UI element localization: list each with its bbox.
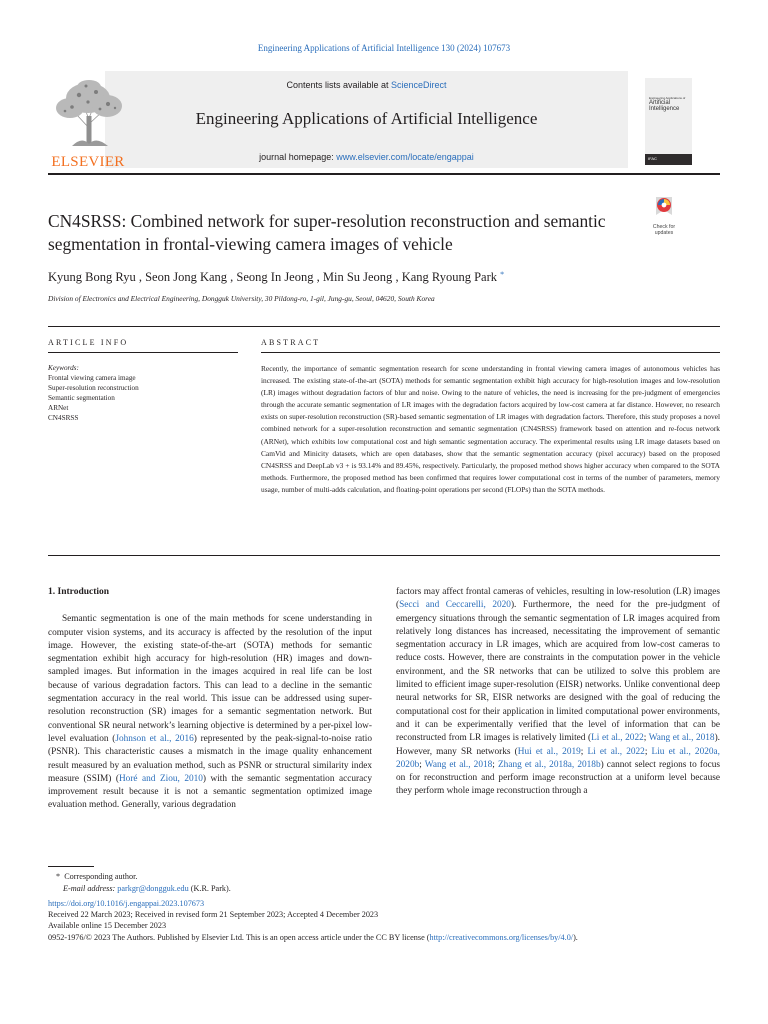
keywords-label: Keywords: [48,364,79,372]
citation-separator: ; [419,759,425,770]
body-text: ) with the semantic segmentation accuracy improvement result because it is not a semantic segmentation optimized image evaluation method. Generally, various degradation [48,773,372,811]
body-text: ) represented by the peak-signal-to-noise ratio (PSNR). This characteristic causes a mismatch in the image quality enhancement result measured by an evaluation method, such as PSNR or structural similarity index measure (SSIM) ( [48,733,372,784]
cover-bar-label: IFAC [648,156,657,161]
body-text: Semantic segmentation is one of the main methods for scene understanding in computer vision systems, and its accuracy is affected by the resolution of the input image. However, the existing state-of-the-art (SOTA) methods for semantic segmentation exhibit high accuracy for high-resolution (HR) images and down-sampled images. But information in the images acquired in real life can be lost because of various degradation factors. This can lead to a decline in the semantic segmentation accuracy in the real world. This issue can be addressed using super-resolution reconstruction (SR) images for a semantic segmentation network. But conventional SR neural network’s learning objective is determined by a per-pixel low-level evaluation ( [48,614,372,744]
body-column-left [48,586,372,813]
masthead [48,70,628,168]
body-text: factors may affect frontal cameras of vehicles, resulting in low-resolution (LR) images ( [396,587,720,611]
author-separator: , [392,270,402,284]
author-separator: , [227,270,237,284]
received-dates: Received 22 March 2023; Received in revised form 21 September 2023; Accepted 4 December 2023 [48,910,379,920]
author-separator: , [313,270,323,284]
citation-link[interactable]: Johnson et al., 2016 [115,733,194,744]
section-title: 1. Introduction [48,587,110,597]
abstract-rule [261,352,720,353]
footnote-rule [48,866,94,867]
intro-paragraph-continued [396,586,720,799]
body-text: ). However, many SR networks ( [396,733,720,757]
author-email-link[interactable]: parkgr@dongguk.edu [117,884,189,894]
citation-link[interactable]: Hui et al., 2019 [517,746,581,757]
abstract-text: Recently, the importance of semantic segmentation research for scene understanding in frontal viewing camera images of autonomous vehicles has increased. The existing state-of-the-art (SOTA) methods for semantic segmentation exhibit high accuracy for high-resolution images and low-resolution (LR) images without degradation factors of blur and noise. Owing to the nature of vehicles, the need is increasing for the pre-judgment of emergencies through the accurate semantic segmentation of LR images with the degradation factors acquired by low-cost camera at far distance. However, no research exists on super-resolution reconstruction (SR)-based semantic segmentation of LR images with degradation factors. Therefore, this study proposes a novel combined network for a super-resolution reconstruction and semantic segmentation (CN4SRSS) framework based on attention and re-focus network (ARNet), which exhibits low computational cost and high semantic segmentation accuracy. The experimental results using LR image datasets based on CamVid and Minicity datasets, which are open databases, show that the semantic segmentation accuracy (pixel accuracy) based on the proposed CN4SRSS and DeepLab v3 + is 93.14% and 89.45%, respectively. Particularly, the proposed method shows higher accuracy when compared to the SOTA methods. Furthermore, the proposed method has been confirmed that requires lower computational cost in terms of the number of parameters, memory usage, number of multi-adds calculation, and floating-point operations per second (FLOPs) than the SOTA methods. [261,364,720,494]
footnotes [48,866,728,895]
citation-separator: ; [580,746,588,757]
license-link[interactable]: http://creativecommons.org/licenses/by/4.0/ [429,932,574,942]
keyword: Semantic segmentation [48,394,115,402]
author-name[interactable]: Kang Ryoung Park [401,270,498,284]
sciencedirect-link[interactable]: ScienceDirect [391,80,447,90]
running-head[interactable]: Engineering Applications of Artificial Intelligence 130 (2024) 107673 [257,43,511,53]
crossmark-icon [653,195,675,219]
author-separator: , [135,270,146,284]
contents-prefix: Contents lists available at [286,80,392,90]
body-text: ) cannot select regions to focus on for reconstruction and perform image reconstruction at a uniform level because they perform whole image reconstruction through a [396,759,720,797]
contents-line [105,80,628,90]
citation-link[interactable]: Zhang et al., 2018a, 2018b [498,759,601,770]
author-name[interactable]: Seon Jong Kang [145,270,228,284]
cover-top-band [645,70,692,78]
journal-homepage-link[interactable]: www.elsevier.com/locate/engappai [336,152,474,162]
cover-title-line-2: Intelligence [649,106,680,112]
article-metadata [48,898,748,943]
body-column-right [396,586,720,799]
keyword: Super-resolution reconstruction [48,384,139,392]
citation-link[interactable]: Li et al., 2022 [591,733,644,744]
license-prefix: 0952-1976/© 2023 The Authors. Published by Elsevier Ltd. This is an open access article under the CC BY license ( [48,932,430,942]
elsevier-wordmark: ELSEVIER [51,154,125,170]
citation-link[interactable]: Li et al., 2022 [587,746,645,757]
crossmark-label-2: updates [654,230,674,236]
check-for-updates-badge[interactable] [645,195,683,236]
article-title: CN4SRSS: Combined network for super-resolution reconstruction and semantic segmentation in frontal-viewing camera images of vehicle [48,211,606,254]
body-text: ). Furthermore, the need for the pre-judgment of emergency situations through the semantic segmentation of LR images acquired from relatively long distances has increased, necessitating the improvement of semantic segmentation accuracy in LR images, which are acquired from low-cost cameras to reduce costs. However, there are constraints in the computation power in the vehicle environment, and the SR networks that can be utilized to solve this problem are limited to efficient image super-resolution (EISR) networks. Unlike conventional deep neural networks for SR, EISR networks are designed with the goal of reducing the computational cost for their application in limited computational power environments, and it can be experimentally verified that the level of information that can be reconstructed from LR images is relatively limited ( [396,600,720,744]
keyword: ARNet [48,404,69,412]
footnote-mark: * [56,872,61,881]
keyword: CN4SRSS [48,414,79,422]
journal-cover-thumbnail[interactable] [645,70,692,165]
author-name[interactable]: Min Su Jeong [322,270,393,284]
license-line [48,932,748,943]
citation-link[interactable]: Liu et al., 2020a, 2020b [396,746,720,770]
doi-link[interactable]: https://doi.org/10.1016/j.engappai.2023.107673 [48,899,205,908]
citation-link[interactable]: Wang et al., 2018 [648,733,715,744]
masthead-rule [48,173,720,175]
corresponding-author-text: Corresponding author. [64,872,138,881]
cover-bottom-bar [645,154,692,165]
license-suffix: ). [573,932,578,942]
corresponding-author-mark[interactable]: * [500,270,505,279]
email-note [48,883,728,895]
affiliation: Division of Electronics and Electrical Engineering, Dongguk University, 30 Pildong-ro, 1-gil, Jung-gu, Seoul, 04620, South Korea [48,294,435,303]
author-list [48,270,688,285]
homepage-line [105,152,628,162]
author-name[interactable]: Kyung Bong Ryu [48,270,136,284]
cover-text [649,96,685,112]
email-label: E-mail address: [63,884,118,894]
journal-title: Engineering Applications of Artificial Intelligence [195,109,538,128]
citation-link[interactable]: Secci and Ceccarelli, 2020 [399,600,511,611]
cover-small-text: Engineering Applications of [649,96,686,100]
citation-separator: ; [492,759,498,770]
corresponding-author-note [48,871,728,883]
intro-paragraph [48,613,372,812]
article-info-heading: ARTICLE INFO [48,338,129,347]
citation-separator: ; [644,746,652,757]
cover-title-line-1: Artificial [649,100,671,106]
available-online-date: Available online 15 December 2023 [48,921,167,931]
homepage-prefix: journal homepage: [259,152,337,162]
abstract-bottom-rule [48,555,720,556]
citation-link[interactable]: Wang et al., 2018 [424,759,493,770]
author-name[interactable]: Seong In Jeong [236,270,314,284]
header-rule [48,326,720,327]
article-info-rule [48,352,238,353]
keywords-block [48,363,238,423]
abstract-heading: ABSTRACT [261,338,321,347]
keyword: Frontal viewing camera image [48,374,136,382]
crossmark-label-1: Check for [652,224,676,230]
citation-link[interactable]: Horé and Ziou, 2010 [118,773,203,784]
email-suffix: (K.R. Park). [188,884,231,894]
citation-separator: ; [643,733,649,744]
